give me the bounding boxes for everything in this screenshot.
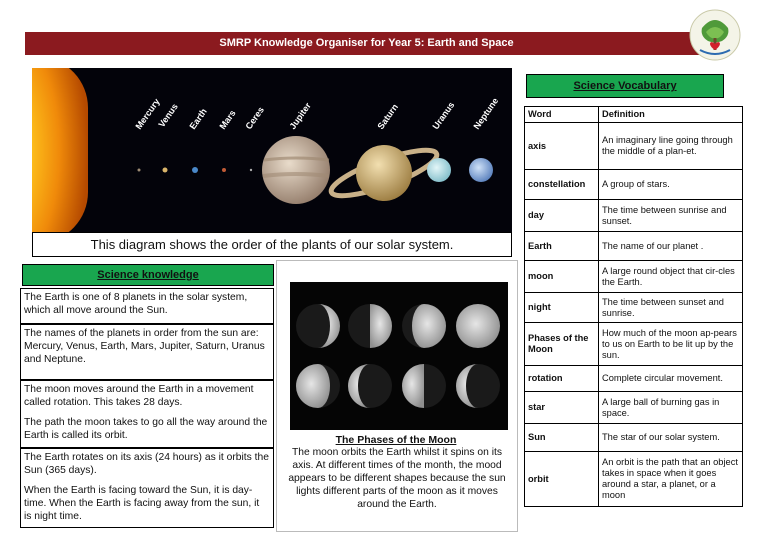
- vocab-definition: The name of our planet .: [599, 232, 743, 261]
- mars-planet: [222, 168, 226, 172]
- knowledge-box: [20, 324, 274, 380]
- vocab-definition: A large round object that cir-cles the Earth.: [599, 261, 743, 293]
- table-row: [525, 170, 743, 200]
- table-row: [525, 200, 743, 232]
- knowledge-box: [20, 380, 274, 448]
- venus-planet: [163, 168, 168, 173]
- saturn-planet: [356, 145, 412, 201]
- vocab-definition: Complete circular movement.: [599, 366, 743, 392]
- planet-label: Mercury: [133, 96, 162, 132]
- moon-phases-image: [290, 282, 508, 430]
- uranus-planet: [427, 158, 451, 182]
- neptune-planet: [469, 158, 493, 182]
- moon-phases-title: The Phases of the Moon: [335, 434, 457, 446]
- planet-label: Neptune: [471, 95, 501, 132]
- vocab-word: Phases of the Moon: [525, 323, 599, 366]
- vocab-word: star: [525, 392, 599, 424]
- knowledge-paragraph: When the Earth is facing toward the Sun, it is day-time. When the Earth is facing away from the sun, it is night time.: [24, 485, 260, 522]
- planet-label: Jupiter: [287, 100, 313, 132]
- vocab-definition: The star of our solar system.: [599, 424, 743, 452]
- planet-label: Saturn: [375, 102, 400, 132]
- table-row: [525, 452, 743, 507]
- solar-system-caption: This diagram shows the order of the plants of our solar system.: [32, 232, 512, 257]
- table-header-row: [525, 107, 743, 123]
- table-row: [525, 392, 743, 424]
- knowledge-box: [20, 448, 274, 528]
- vocab-definition: An orbit is the path that an object takes in space when it goes around a star, a planet, or a moon: [599, 452, 743, 507]
- earth-planet: [192, 167, 198, 173]
- vocab-word: orbit: [525, 452, 599, 507]
- vocab-word: Sun: [525, 424, 599, 452]
- planet-label: Venus: [156, 101, 180, 130]
- ceres-planet: [250, 169, 252, 171]
- knowledge-paragraph: The moon moves around the Earth in a movement called rotation. This takes 28 days.: [24, 384, 254, 408]
- school-logo: [688, 8, 742, 62]
- table-row: [525, 232, 743, 261]
- vocab-word: constellation: [525, 170, 599, 200]
- vocab-definition: The time between sunset and sunrise.: [599, 293, 743, 323]
- sun-body: [32, 68, 88, 232]
- moon-phases-text: The moon orbits the Earth whilst it spins on its axis. At different times of the month, the mood appears to be different shapes because the sun lights different parts of the moon as it moves around the Earth.: [288, 447, 506, 510]
- planet-label: Mars: [217, 108, 238, 132]
- column-header-definition: Definition: [599, 107, 743, 123]
- knowledge-paragraph: The Earth rotates on its axis (24 hours) as it orbits the Sun (365 days).: [24, 452, 269, 476]
- vocab-definition: A large ball of burning gas in space.: [599, 392, 743, 424]
- vocab-word: night: [525, 293, 599, 323]
- vocab-definition: The time between sunrise and sunset.: [599, 200, 743, 232]
- page-title: SMRP Knowledge Organiser for Year 5: Earth and Space: [25, 32, 708, 55]
- knowledge-header-label: Science knowledge: [97, 269, 199, 281]
- vocabulary-header: [526, 74, 724, 98]
- planet-label: Uranus: [430, 100, 457, 132]
- table-row: [525, 366, 743, 392]
- knowledge-header: [22, 264, 274, 286]
- knowledge-box: [20, 288, 274, 324]
- table-row: [525, 323, 743, 366]
- table-row: [525, 424, 743, 452]
- vocab-definition: A group of stars.: [599, 170, 743, 200]
- planet-label: Ceres: [243, 104, 266, 132]
- knowledge-paragraph: The path the moon takes to go all the way around the Earth is called its orbit.: [24, 417, 268, 441]
- vocab-definition: An imaginary line going through the middle of a plan-et.: [599, 123, 743, 170]
- mercury-planet: [138, 169, 141, 172]
- jupiter-planet: [262, 136, 330, 204]
- knowledge-paragraph: The Earth is one of 8 planets in the solar system, which all move around the Sun.: [24, 292, 248, 316]
- vocab-definition: How much of the moon ap-pears to us on Earth to be lit up by the sun.: [599, 323, 743, 366]
- vocabulary-table: [524, 106, 743, 507]
- column-header-word: Word: [525, 107, 599, 123]
- table-row: [525, 123, 743, 170]
- vocab-word: axis: [525, 123, 599, 170]
- table-row: [525, 261, 743, 293]
- vocab-word: moon: [525, 261, 599, 293]
- table-row: [525, 293, 743, 323]
- vocabulary-header-label: Science Vocabulary: [573, 80, 677, 92]
- vocab-word: day: [525, 200, 599, 232]
- planet-label: Earth: [187, 106, 209, 132]
- knowledge-paragraph: The names of the planets in order from the sun are: Mercury, Venus, Earth, Mars, Jupiter, Saturn, Uranus and Neptune.: [24, 328, 265, 365]
- solar-system-diagram: [32, 68, 512, 232]
- vocab-word: Earth: [525, 232, 599, 261]
- vocab-word: rotation: [525, 366, 599, 392]
